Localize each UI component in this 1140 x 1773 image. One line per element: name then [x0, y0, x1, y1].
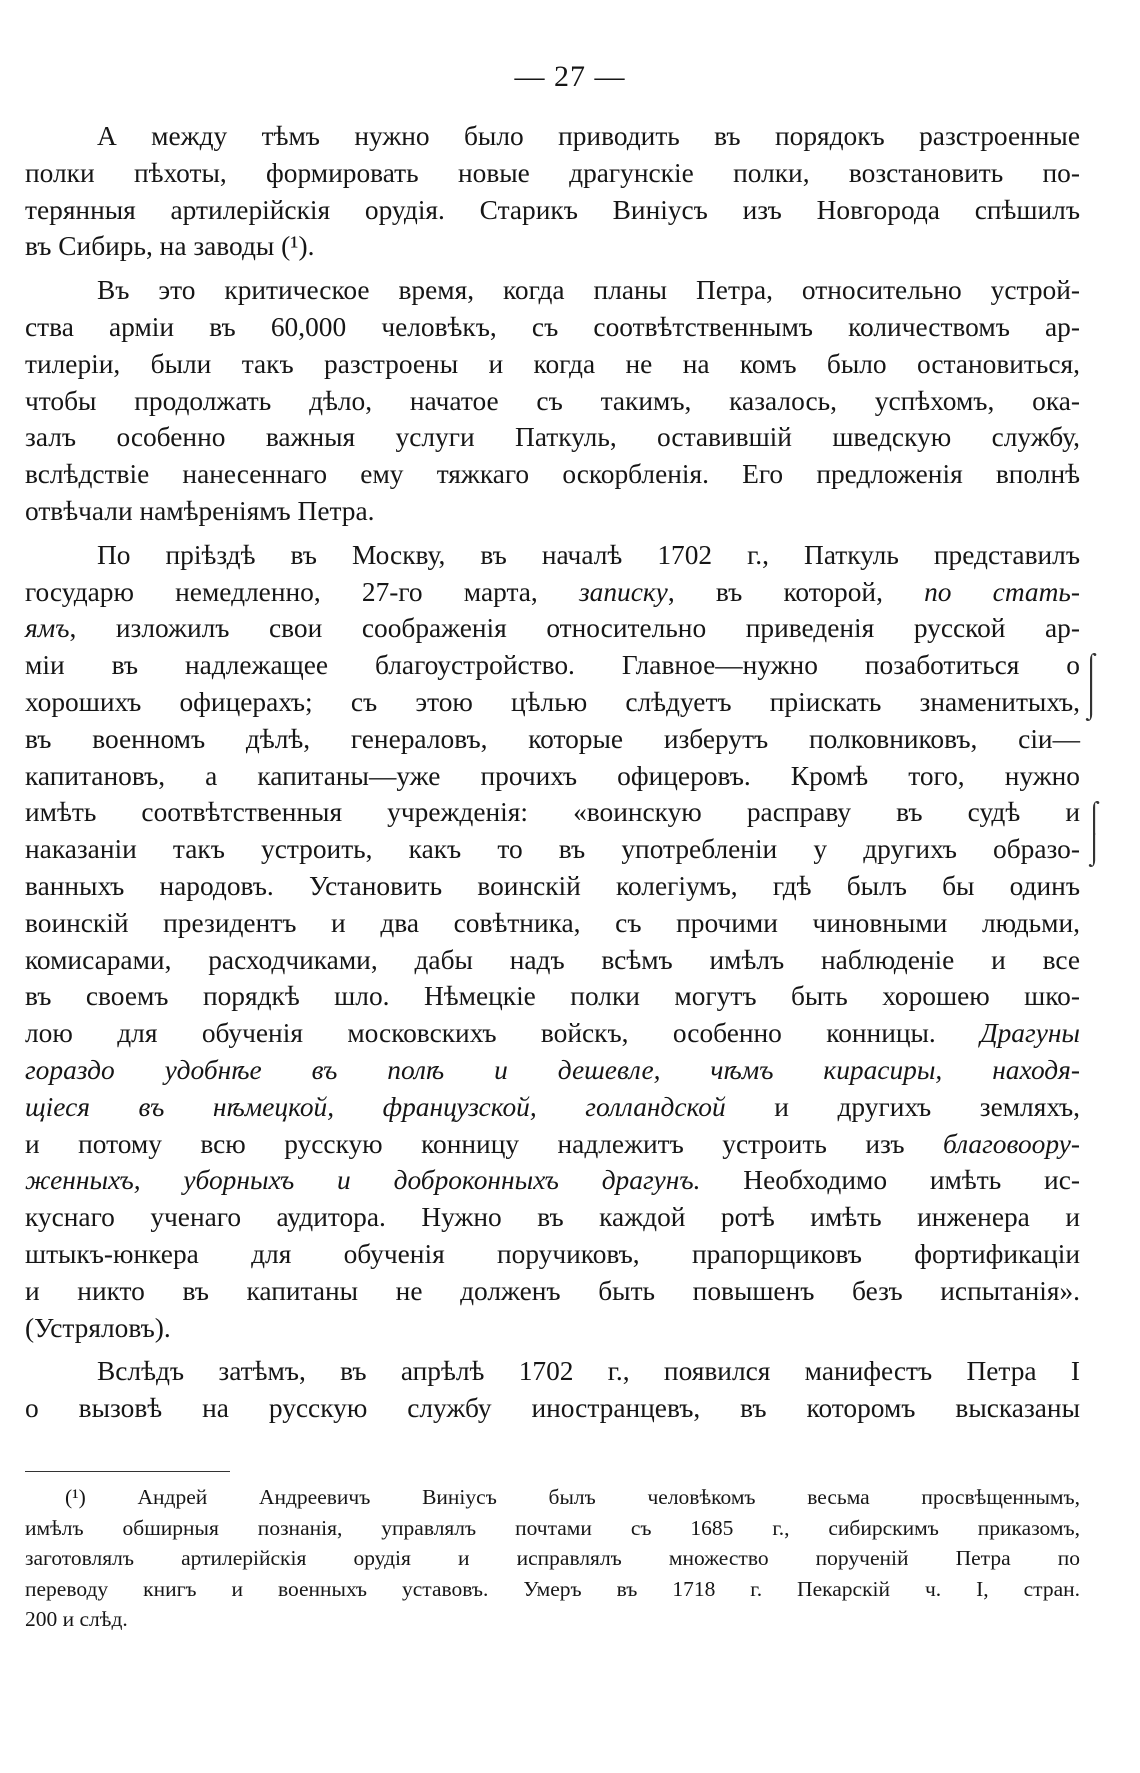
body-line: залъ особенно важныя услуги Паткуль, оставившій шведскую службу,	[25, 422, 1080, 453]
footnote-line: заготовлялъ артилерійскія орудія и исправлялъ множество порученій Петра по	[25, 1546, 1080, 1570]
body-line: о вызовѣ на русскую службу иностранцевъ, въ которомъ высказаны	[25, 1393, 1080, 1424]
body-line: Вслѣдъ затѣмъ, въ апрѣлѣ 1702 г., появился манифестъ Петра I	[97, 1356, 1080, 1387]
body-line: въ своемъ порядкѣ шло. Нѣмецкіе полки могутъ быть хорошею шко-	[25, 981, 1080, 1012]
main-text	[25, 118, 1080, 1427]
paragraph-gap	[25, 530, 1080, 537]
body-line: хорошихъ офицерахъ; съ этою цѣлью слѣдуетъ пріискать знаменитыхъ,	[25, 686, 1080, 717]
body-line: щіеся въ нѣмецкой, французской, голландской и другихъ земляхъ,	[25, 1091, 1080, 1122]
body-line: По пріѣздѣ въ Москву, въ началѣ 1702 г., Паткуль представилъ	[97, 539, 1080, 570]
body-line: штыкъ-юнкера для обученія поручиковъ, прапорщиковъ фортификаціи	[25, 1238, 1080, 1269]
body-line: отвѣчали намѣреніямъ Петра.	[25, 495, 375, 526]
margin-bracket-mark: ⌡	[1082, 686, 1101, 719]
body-line: ства арміи въ 60,000 человѣкъ, съ соотвѣтственнымъ количествомъ ар-	[25, 311, 1080, 342]
footnote-line: переводу книгъ и военныхъ уставовъ. Умеръ въ 1718 г. Пекарскій ч. I, стран.	[25, 1576, 1080, 1601]
body-line: А между тѣмъ нужно было приводить въ порядокъ разстроенные	[97, 121, 1080, 151]
body-line: куснаго ученаго аудитора. Нужно въ каждой ротѣ имѣть инженера и	[25, 1202, 1080, 1233]
body-line: лою для обученія московскихъ войскъ, особенно конницы. Драгуны	[25, 1018, 1080, 1049]
body-line: женныхъ, уборныхъ и доброконныхъ драгунъ. Необходимо имѣть ис-	[25, 1165, 1080, 1196]
body-line: міи въ надлежащее благоустройство. Главное—нужно позаботиться о	[25, 650, 1080, 681]
body-line: государю немедленно, 27-го марта, записку, въ которой, по стать-	[25, 576, 1080, 607]
body-line: и потому всю русскую конницу надлежитъ устроить изъ благовоору-	[25, 1128, 1080, 1159]
body-line: наказаніи такъ устроить, какъ то въ употребленіи у другихъ образо-	[25, 834, 1080, 865]
footnote-line: (¹) Андрей Андреевичъ Виніусъ былъ человѣкомъ весьма просвѣщеннымъ,	[65, 1485, 1080, 1509]
body-line: (Устряловъ).	[25, 1312, 171, 1343]
body-line: въ военномъ дѣлѣ, генераловъ, которые изберутъ полковниковъ, сіи—	[25, 723, 1080, 754]
margin-stroke-mark: ⌠	[1085, 800, 1104, 833]
body-line: капитановъ, а капитаны—уже прочихъ офицеровъ. Кромѣ того, нужно	[25, 760, 1080, 791]
body-line: комисарами, расходчиками, дабы надъ всѣмъ имѣлъ наблюденіе и все	[25, 944, 1080, 975]
body-line: тилеріи, были такъ разстроены и когда не на комъ было остановиться,	[25, 348, 1080, 379]
body-line: терянныя артилерійскія орудія. Старикъ Виніусъ изъ Новгорода спѣшилъ	[25, 194, 1080, 225]
page-number: — 27 —	[514, 60, 626, 93]
paragraph-gap	[25, 265, 1080, 272]
body-line: ванныхъ народовъ. Установить воинскій колегіумъ, гдѣ былъ бы одинъ	[25, 870, 1080, 901]
body-line: полки пѣхоты, формировать новые драгунскіе полки, возстановить по-	[25, 157, 1080, 188]
body-line: гораздо удобнѣе въ полѣ и дешевле, чѣмъ кирасиры, находя-	[25, 1054, 1080, 1085]
footnote	[25, 1482, 1080, 1635]
body-line: воинскій президентъ и два совѣтника, съ прочими чиновными людьми,	[25, 907, 1080, 938]
footnote-line: 200 и слѣд.	[25, 1607, 128, 1631]
body-line: въ Сибирь, на заводы (¹).	[25, 231, 315, 262]
footnote-divider	[25, 1471, 230, 1472]
paragraph-gap	[25, 1346, 1080, 1353]
body-line: Въ это критическое время, когда планы Петра, относительно устрой-	[97, 275, 1080, 306]
margin-bracket-mark: ⌠	[1082, 652, 1101, 685]
margin-stroke-mark: ⌡	[1085, 832, 1104, 865]
body-line: и никто въ капитаны не долженъ быть повышенъ безъ испытанія».	[25, 1275, 1080, 1306]
body-line: вслѣдствіе нанесеннаго ему тяжкаго оскорбленія. Его предложенія вполнѣ	[25, 459, 1080, 490]
body-line: имѣть соотвѣтственныя учрежденія: «воинскую расправу въ судѣ и	[25, 797, 1080, 828]
body-line: чтобы продолжать дѣло, начатое съ такимъ, казалось, успѣхомъ, ока-	[25, 385, 1080, 416]
footnote-line: имѣлъ обширныя познанія, управлялъ почтами съ 1685 г., сибирскимъ приказомъ,	[25, 1515, 1080, 1540]
body-line: ямъ, изложилъ свои соображенія относительно приведенія русской ар-	[25, 613, 1080, 644]
